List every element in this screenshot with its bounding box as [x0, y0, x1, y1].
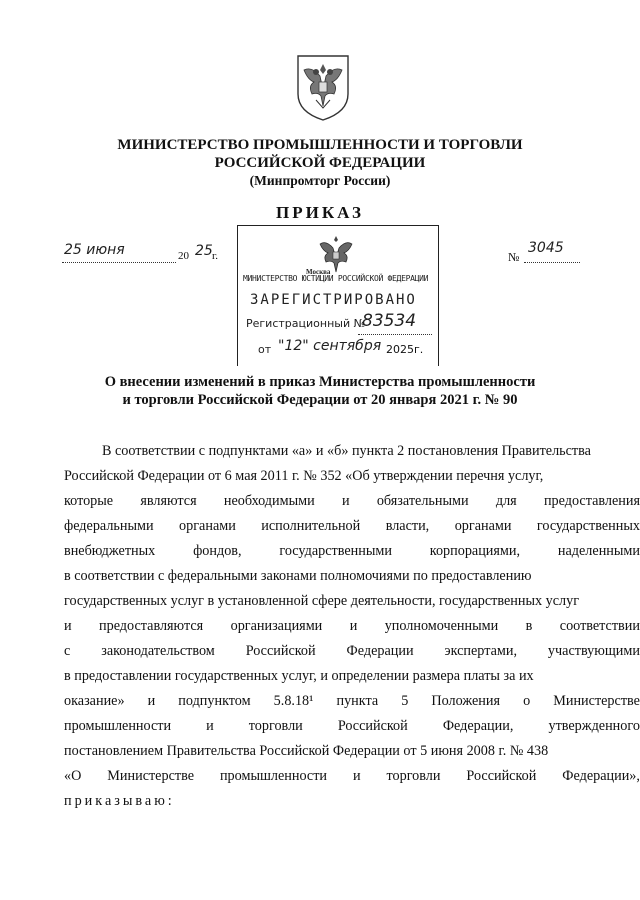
- body-word: утвержденного: [548, 718, 640, 734]
- order-year-handwritten: 25: [195, 243, 213, 259]
- ministry-name-line2: РОССИЙСКОЙ ФЕДЕРАЦИИ: [214, 155, 426, 171]
- body-word: и: [147, 693, 156, 709]
- body-word: участвующими: [547, 643, 640, 659]
- body-word: соответствии: [559, 618, 640, 634]
- body-word: наделенными: [557, 543, 640, 559]
- order-number-handwritten: 3045: [528, 240, 564, 256]
- body-word: Федерации: [346, 643, 414, 659]
- stamp-agency: МИНИСТЕРСТВО ЮСТИЦИИ РОССИЙСКОЙ ФЕДЕРАЦИИ: [243, 274, 429, 283]
- body-word: органами: [454, 518, 512, 534]
- body-word: Федерации»,: [562, 768, 640, 784]
- body-line-6: в соответствии с федеральными законами полномочиями по предоставлению: [64, 568, 532, 584]
- stamp-reg-number-handwritten: 83534: [362, 311, 417, 331]
- body-line-11: [64, 691, 640, 711]
- body-word: предоставляются: [99, 618, 204, 634]
- order-year-prefix: 20: [178, 250, 189, 262]
- body-word: 5: [401, 693, 409, 709]
- body-word: которые: [64, 493, 114, 509]
- body-word: «О: [64, 768, 82, 784]
- body-line-12: [64, 716, 640, 736]
- body-line-7: государственных услуг в установленной сфере деятельности, государственных услуг: [64, 593, 580, 609]
- body-word: Российской: [466, 768, 537, 784]
- body-word: пункта: [336, 693, 379, 709]
- body-line-2: Российской Федерации от 6 мая 2011 г. № 352 «Об утверждении перечня услуг,: [64, 468, 544, 484]
- body-line-4: [64, 516, 640, 536]
- order-year-suffix: г.: [212, 250, 219, 262]
- date-underline: [62, 262, 176, 263]
- body-word: для: [495, 493, 517, 509]
- body-word: предоставления: [543, 493, 640, 509]
- body-line-10: в предоставлении государственных услуг, и определении размера платы за их: [64, 668, 534, 684]
- body-word: в: [525, 618, 533, 634]
- body-word: уполномоченными: [384, 618, 499, 634]
- document-title: ПРИКАЗ: [276, 203, 364, 222]
- ministry-name-line1: МИНИСТЕРСТВО ПРОМЫШЛЕННОСТИ И ТОРГОВЛИ: [117, 137, 523, 153]
- body-word: торговли: [386, 768, 441, 784]
- body-word: оказание»: [64, 693, 125, 709]
- body-word: и: [206, 718, 214, 734]
- body-line-5: [64, 541, 640, 561]
- body-word: и: [352, 768, 361, 784]
- body-word: обязательными: [376, 493, 469, 509]
- body-word: федеральными: [64, 518, 154, 534]
- body-word: экспертами,: [444, 643, 517, 659]
- body-word: Федерации,: [442, 718, 514, 734]
- body-word: государственных: [536, 518, 640, 534]
- subject-line2: и торговли Российской Федерации от 20 января 2021 г. № 90: [122, 392, 518, 408]
- body-line-8: [64, 616, 640, 636]
- body-line-14: [64, 766, 640, 786]
- body-word: Министерстве: [107, 768, 194, 784]
- body-word: 5.8.18¹: [273, 693, 314, 709]
- stamp-reg-number-label: Регистрационный №: [246, 317, 366, 330]
- subject-line1: О внесении изменений в приказ Министерства промышленности: [104, 374, 536, 390]
- body-word: и: [64, 618, 72, 634]
- body-word: и: [341, 493, 350, 509]
- stamp-city: Москва: [306, 268, 331, 276]
- body-word: законодательством: [101, 643, 215, 659]
- body-line-1: В соответствии с подпунктами «а» и «б» пункта 2 постановления Правительства: [102, 443, 591, 459]
- stamp-registered-label: ЗАРЕГИСТРИРОВАНО: [250, 292, 417, 308]
- body-word: Российской: [337, 718, 408, 734]
- ministry-short-name: (Минпромторг России): [249, 173, 391, 188]
- body-word: и: [349, 618, 358, 634]
- body-word: являются: [140, 493, 197, 509]
- body-line-13: постановлением Правительства Российской Федерации от 5 июня 2008 г. № 438: [64, 743, 549, 759]
- stamp-date-handwritten: "12" сентября: [278, 338, 382, 354]
- body-word: государственными: [279, 543, 392, 559]
- body-word: фондов,: [193, 543, 242, 559]
- number-underline: [524, 262, 580, 263]
- body-word: Российской: [245, 643, 316, 659]
- body-line-9: [64, 641, 640, 661]
- body-word: Министерстве: [553, 693, 640, 709]
- body-word: промышленности: [64, 718, 172, 734]
- body-word: организациями: [230, 618, 323, 634]
- body-word: исполнительной: [261, 518, 361, 534]
- body-word: власти,: [385, 518, 430, 534]
- russian-coat-of-arms-icon: [294, 50, 352, 122]
- body-line-3: [64, 491, 640, 511]
- reg-number-underline: [358, 334, 432, 335]
- stamp-year: 2025г.: [386, 343, 424, 356]
- body-word: корпорациями,: [429, 543, 521, 559]
- body-word: о: [523, 693, 531, 709]
- body-word: Положения: [431, 693, 500, 709]
- body-word: с: [64, 643, 71, 659]
- body-word: торговли: [248, 718, 303, 734]
- body-word: подпунктом: [178, 693, 251, 709]
- body-word: необходимыми: [223, 493, 315, 509]
- order-number-label: №: [508, 250, 520, 264]
- order-date-handwritten: 25 июня: [64, 242, 125, 258]
- stamp-date-label: от: [258, 343, 272, 356]
- body-word: органами: [179, 518, 236, 534]
- body-word: внебюджетных: [64, 543, 156, 559]
- body-line-15: приказываю:: [64, 793, 175, 809]
- body-word: промышленности: [219, 768, 327, 784]
